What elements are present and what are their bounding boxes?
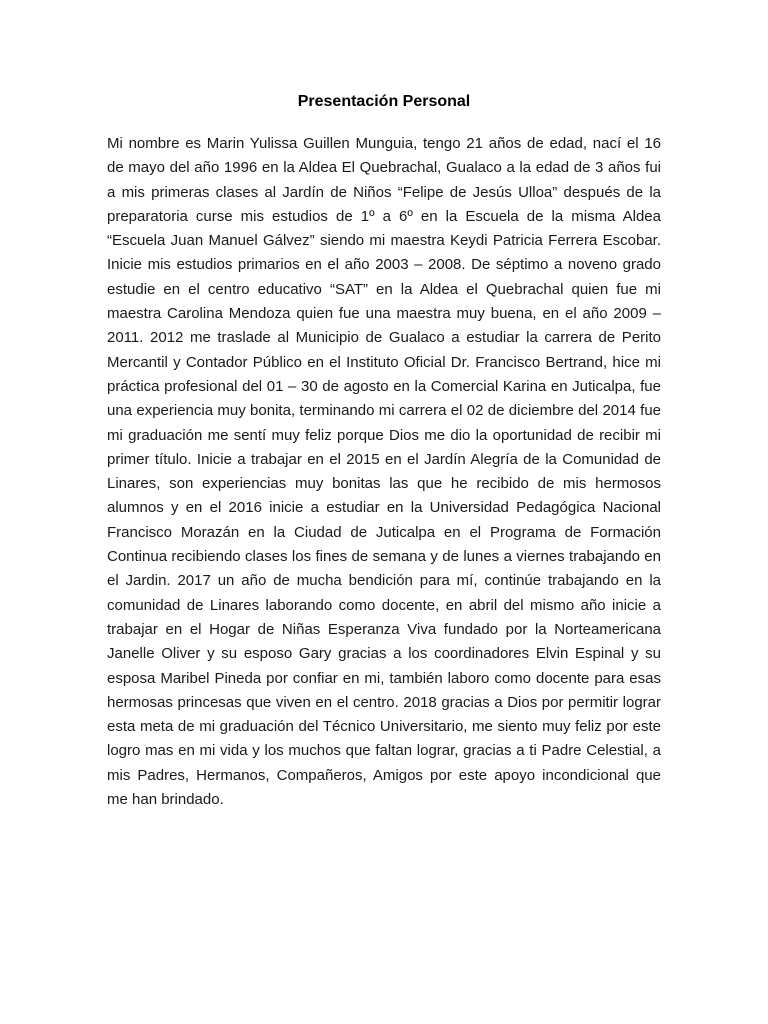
text-line: hermosas princesas que viven en el centro. 2018 gracias a Dios por permitir lograr (107, 693, 661, 711)
text-line: mis Padres, Hermanos, Compañeros, Amigos por este apoyo incondicional que (107, 766, 661, 784)
text-line: a mis primeras clases al Jardín de Niños “Felipe de Jesús Ulloa” después de la (107, 183, 661, 201)
text-line: me han brindado. (107, 791, 224, 809)
text-line: una experiencia muy bonita, terminando mi carrera el 02 de diciembre del 2014 fue (107, 402, 661, 420)
text-line: esta meta de mi graduación del Técnico Universitario, me siento muy feliz por este (107, 718, 661, 736)
text-line: preparatoria curse mis estudios de 1º a 6º en la Escuela de la misma Aldea (107, 207, 661, 225)
text-line: comunidad de Linares laborando como docente, en abril del mismo año inicie a (107, 596, 661, 614)
text-line: Janelle Oliver y su esposo Gary gracias a los coordinadores Elvin Espinal y su (107, 645, 661, 663)
text-line: Linares, son experiencias muy bonitas las que he recibido de mis hermosos (107, 475, 661, 493)
text-line: Francisco Morazán en la Ciudad de Juticalpa en el Programa de Formación (107, 523, 661, 541)
text-line: de mayo del año 1996 en la Aldea El Quebrachal, Gualaco a la edad de 3 años fui (107, 159, 661, 177)
text-line: primer título. Inicie a trabajar en el 2015 en el Jardín Alegría de la Comunidad de (107, 450, 661, 468)
text-line: práctica profesional del 01 – 30 de agosto en la Comercial Karina en Juticalpa, fue (107, 377, 661, 395)
text-line: esposa Maribel Pineda por confiar en mi, también laboro como docente para esas (107, 669, 661, 687)
text-line: trabajar en el Hogar de Niñas Esperanza Viva fundado por la Norteamericana (107, 620, 661, 638)
text-line: Continua recibiendo clases los fines de semana y de lunes a viernes trabajando en (107, 548, 661, 566)
text-line: Mi nombre es Marin Yulissa Guillen Munguia, tengo 21 años de edad, nací el 16 (107, 135, 661, 152)
text-line: alumnos y en el 2016 inicie a estudiar en la Universidad Pedagógica Nacional (107, 499, 661, 517)
text-line: 2011. 2012 me traslade al Municipio de Gualaco a estudiar la carrera de Perito (107, 329, 661, 347)
text-line: maestra Carolina Mendoza quien fue una maestra muy buena, en el año 2009 – (107, 305, 661, 323)
text-line: Mercantil y Contador Público en el Instituto Oficial Dr. Francisco Bertrand, hice mi (107, 353, 661, 371)
text-line: estudie en el centro educativo “SAT” en la Aldea el Quebrachal quien fue mi (107, 280, 661, 298)
document-body (107, 132, 661, 812)
text-line: “Escuela Juan Manuel Gálvez” siendo mi maestra Keydi Patricia Ferrera Escobar. (107, 232, 661, 250)
text-line: logro mas en mi vida y los muchos que faltan lograr, gracias a ti Padre Celestial, a (107, 742, 661, 760)
text-line: mi graduación me sentí muy feliz porque Dios me dio la oportunidad de recibir mi (107, 426, 661, 444)
text-line: Inicie mis estudios primarios en el año 2003 – 2008. De séptimo a noveno grado (107, 256, 661, 274)
text-line: el Jardin. 2017 un año de mucha bendición para mí, continúe trabajando en la (107, 572, 661, 590)
document-title: Presentación Personal (297, 93, 471, 110)
